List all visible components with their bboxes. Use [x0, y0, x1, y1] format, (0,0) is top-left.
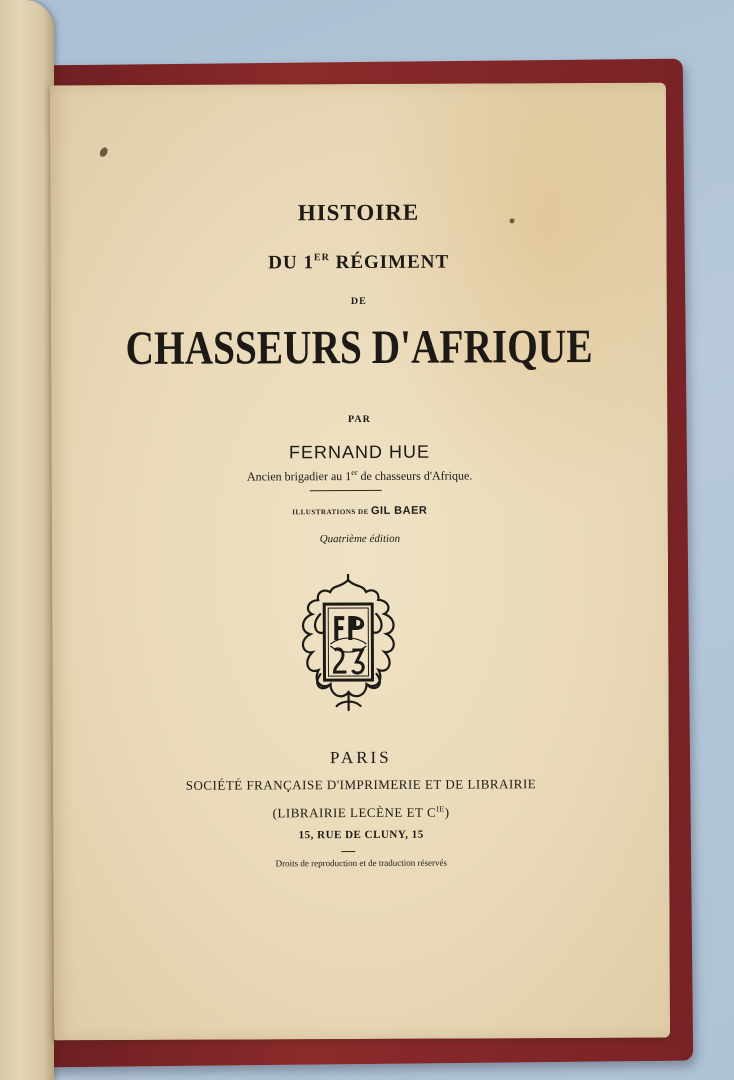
title-line-de: DE — [350, 295, 367, 308]
title-line-histoire: HISTOIRE — [297, 199, 420, 226]
author-note: Ancien brigadier au 1er de chasseurs d'Afrique. — [246, 468, 473, 484]
paper-spot — [98, 146, 109, 158]
main-title: CHASSEURS D'AFRIQUE — [125, 319, 593, 376]
rights-notice: Droits de reproduction et de traduction réservés — [275, 857, 448, 869]
small-divider-rule — [341, 851, 355, 852]
author-name: FERNAND HUE — [288, 441, 431, 463]
imprint: (LIBRAIRIE LECÈNE ET $C^{IE}$) — [272, 804, 450, 821]
edition-label: Quatrième édition — [319, 532, 401, 546]
illustrations-credit: ILLUSTRATIONS DE GIL BAER — [292, 504, 428, 517]
divider-rule — [310, 490, 382, 491]
title-page — [50, 83, 670, 1041]
ornate-monogram-emblem-icon — [290, 574, 407, 717]
by-label: PAR — [347, 413, 371, 426]
left-page-edge — [0, 0, 54, 1080]
publisher: SOCIÉTÉ FRANÇAISE D'IMPRIMERIE ET DE LIBRAIRIE — [185, 776, 537, 793]
title-line-regiment: DU 1ER RÉGIMENT — [268, 251, 450, 274]
city: PARIS — [329, 747, 392, 768]
address: 15, RUE DE CLUNY, 15 — [298, 828, 424, 842]
